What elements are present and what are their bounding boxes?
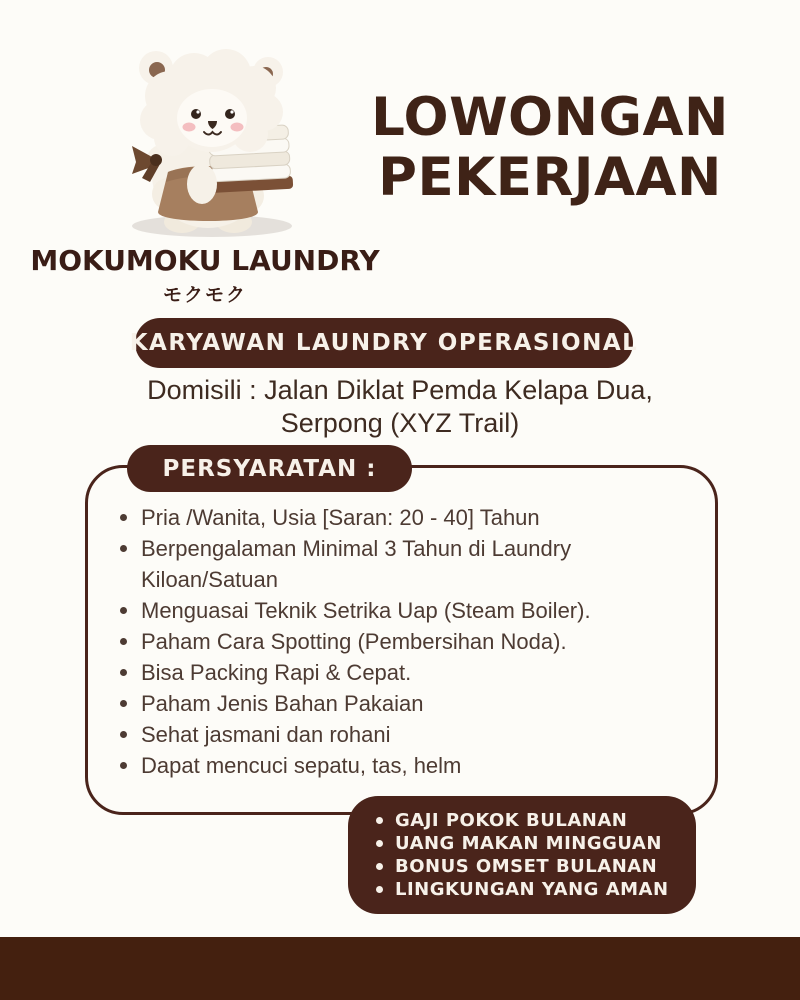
requirements-label: PERSYARATAN : [162, 455, 377, 482]
benefit-item [376, 832, 678, 855]
role-title: KARYAWAN LAUNDRY OPERASIONAL [129, 330, 639, 356]
requirement-item [118, 719, 693, 750]
bullet-icon [376, 886, 383, 893]
benefit-text: GAJI POKOK BULANAN [395, 810, 628, 831]
requirement-text: Berpengalaman Minimal 3 Tahun di Laundry Kiloan/Satuan [141, 536, 572, 592]
benefit-item [376, 855, 678, 878]
bullet-icon [120, 731, 127, 738]
domicile-text: Domisili : Jalan Diklat Pemda Kelapa Dua, Serpong (XYZ Trail) [147, 375, 653, 438]
requirements-list [118, 502, 693, 781]
brand-block [25, 245, 385, 307]
bullet-icon [120, 545, 127, 552]
bullet-icon [120, 514, 127, 521]
benefit-text: LINGKUNGAN YANG AMAN [395, 879, 669, 900]
bullet-icon [120, 700, 127, 707]
benefit-item [376, 878, 678, 901]
page-title-line2: PEKERJAAN [378, 147, 722, 208]
requirement-text: Bisa Packing Rapi & Cepat. [141, 660, 412, 685]
mascot-bear-illustration [98, 26, 326, 242]
requirement-text: Menguasai Teknik Setrika Uap (Steam Boiler). [141, 598, 591, 623]
bullet-icon [120, 638, 127, 645]
requirement-item [118, 657, 693, 688]
requirement-text: Paham Jenis Bahan Pakaian [141, 691, 424, 716]
requirement-text: Pria /Wanita, Usia [Saran: 20 - 40] Tahun [141, 505, 540, 530]
bullet-icon [120, 669, 127, 676]
requirement-item [118, 595, 693, 626]
bullet-icon [376, 817, 383, 824]
benefit-text: BONUS OMSET BULANAN [395, 856, 658, 877]
bullet-icon [376, 840, 383, 847]
brand-name-japanese: モクモク [162, 284, 247, 306]
requirement-text: Sehat jasmani dan rohani [141, 722, 391, 747]
requirement-item [118, 502, 693, 533]
requirement-item [118, 533, 693, 595]
requirement-item [118, 750, 693, 781]
brand-name: MOKUMOKU LAUNDRY [30, 244, 380, 277]
requirement-item [118, 626, 693, 657]
fluffy-bear-icon [98, 26, 326, 242]
requirements-label-pill [127, 445, 412, 492]
footer-bar [0, 937, 800, 1000]
benefits-list [376, 809, 678, 901]
benefit-item [376, 809, 678, 832]
bullet-icon [120, 607, 127, 614]
page-title [335, 88, 765, 208]
requirement-text: Paham Cara Spotting (Pembersihan Noda). [141, 629, 567, 654]
requirement-item [118, 688, 693, 719]
bullet-icon [120, 762, 127, 769]
role-title-pill [129, 318, 639, 368]
benefits-box [348, 796, 696, 914]
bullet-icon [376, 863, 383, 870]
benefit-text: UANG MAKAN MINGGUAN [395, 833, 662, 854]
requirement-text: Dapat mencuci sepatu, tas, helm [141, 753, 462, 778]
page-title-line1: LOWONGAN [371, 87, 729, 148]
